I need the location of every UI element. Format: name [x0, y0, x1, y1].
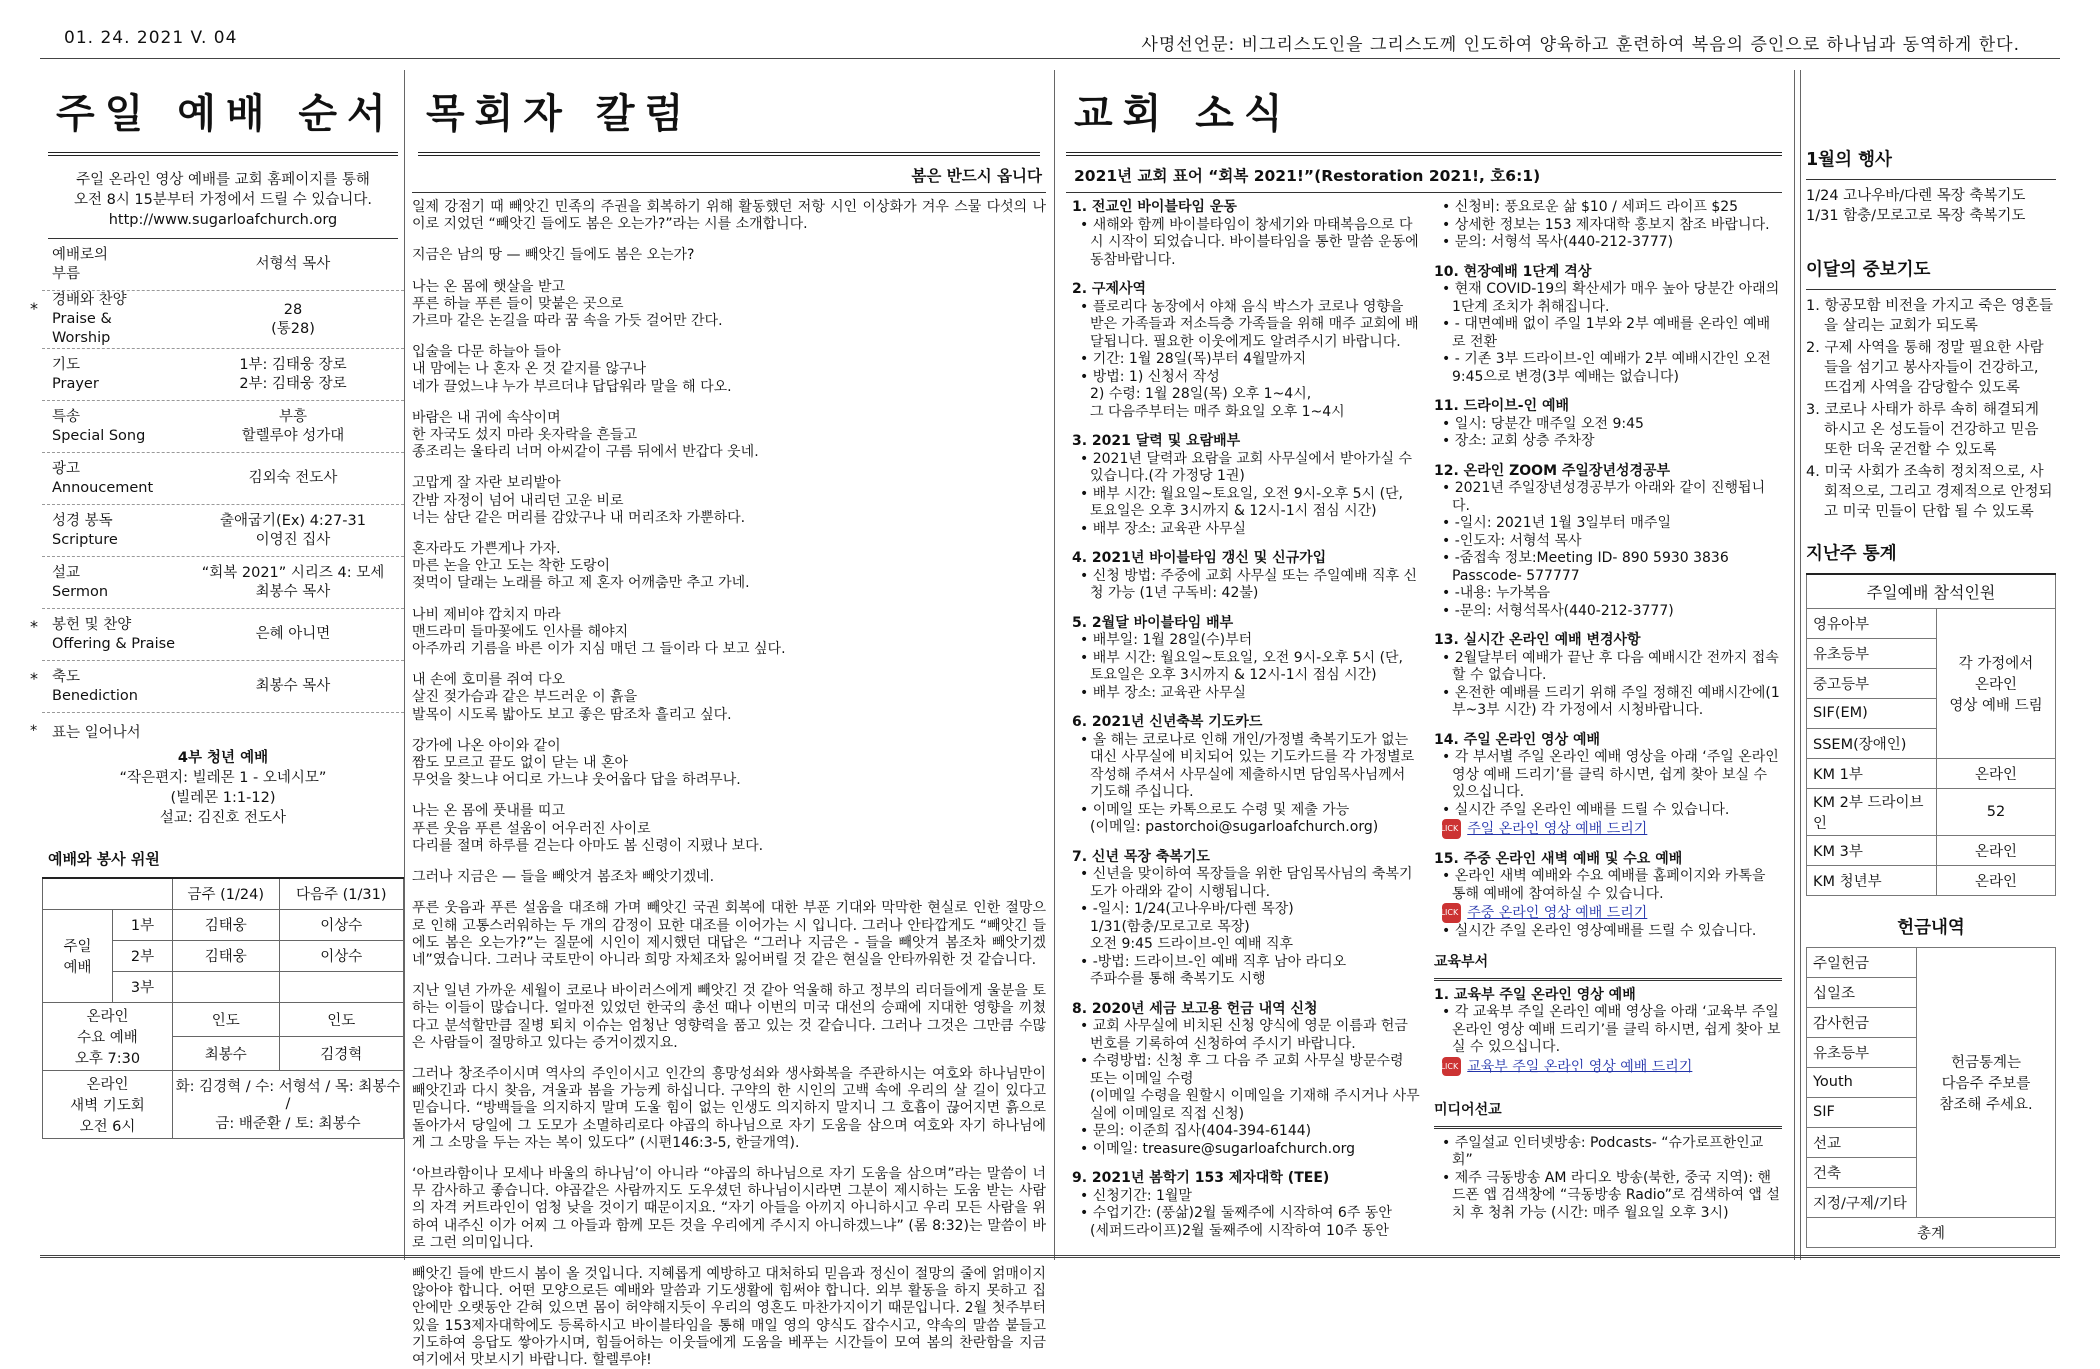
news-item-link-row — [1435, 903, 1782, 923]
news-item-line: • -문의: 서형석목사(440-212-3777) — [1442, 603, 1782, 621]
column-paragraph: 지난 일년 가까운 세월이 코로나 바이러스에게 빼앗긴 것 같아 억울해 하고 정부의 리더들에게 울분을 토하는 이들이 많습니다. 얼마전 있었던 한국의 총선 때나 이번의 미국 대선의 승패에 지대한 영향을 끼쳤다고 분석할만큼 질병 퇴치 이슈는 엄청난 영향력을 품고 있는 것 같습니다. 그러나 그것은 그만큼 수많은 사람들이 절망하고 있다는 증거이겠지요. — [412, 983, 1046, 1051]
news-item-line: • 기간: 1월 28일(목)부터 4월말까지 — [1080, 351, 1420, 369]
order-item — [42, 453, 404, 505]
news-item-line: • 신청비: 풍요로운 삶 $10 / 세퍼드 라이프 $25 — [1442, 199, 1782, 217]
news-item-title: 10. 현장예배 1단계 격상 — [1434, 263, 1592, 280]
order-item-label: 특송 Special Song — [52, 408, 146, 444]
table-cell: SIF — [1807, 1097, 1917, 1127]
news-item-line: • 현재 COVID-19의 확산세가 매우 높아 당분간 아래의 1단계 조치가 취해집니다. — [1442, 281, 1782, 316]
sidebar-section — [1794, 70, 2060, 1260]
church-motto: 2021년 교회 표어 “회복 2021!”(Restoration 2021!, 호6:1) — [1074, 167, 1541, 185]
news-item — [1434, 463, 1782, 621]
star-marker: * — [30, 299, 38, 318]
news-item-title: 12. 온라인 ZOOM 주일장년성경공부 — [1434, 462, 1671, 479]
table-row-label: 온라인 새벽 기도회 오전 6시 — [43, 1070, 173, 1138]
news-item-list — [1434, 416, 1782, 451]
table-row — [43, 878, 404, 909]
news-item-list — [1434, 749, 1782, 839]
news-item — [1434, 398, 1782, 451]
column-paragraph: 고맙게 잘 자란 보리밭아 간밤 자정이 넘어 내리던 고운 비로 너는 삼단 같은 머리를 감았구나 내 머리조차 가뿐하다. — [412, 475, 746, 526]
table-cell: 지정/구제/기타 — [1807, 1187, 1917, 1217]
prayer-list — [1806, 296, 2056, 534]
news-item-list — [1072, 451, 1420, 539]
order-item-label: 예배로의 부름 — [52, 246, 109, 282]
news-item-title: 5. 2월달 바이블타임 배부 — [1072, 614, 1234, 631]
intro-line: 주일 온라인 영상 예배를 교회 홈페이지를 통해 — [76, 172, 370, 188]
news-item-line: • -내용: 누가복음 — [1442, 585, 1782, 603]
news-item-title: 7. 신년 목장 축복기도 — [1072, 848, 1210, 865]
news-item-line: • 교회 사무실에 비치된 신청 양식에 영문 이름과 헌금번호를 기록하여 신청하여 주시기 바랍니다. — [1080, 1018, 1420, 1053]
column-body — [412, 199, 1046, 1369]
news-item-line: • 실시간 주일 온라인 영상예배를 드릴 수 있습니다. — [1442, 923, 1782, 941]
news-item-line: • -방법: 드라이브-인 예배 직후 남아 라디오 주파수를 통해 축복기도 시행 — [1080, 954, 1420, 989]
table-cell: 김태웅 — [173, 940, 280, 971]
table-cell — [173, 971, 280, 1002]
divider — [1434, 978, 1782, 981]
news-item-title: 3. 2021 달력 및 요람배부 — [1072, 433, 1241, 449]
order-item — [42, 239, 404, 291]
click-badge-icon: CLICK — [1442, 819, 1461, 839]
news-item-title: 13. 실시간 온라인 예배 변경사항 — [1434, 632, 1641, 648]
news-item-list — [1072, 568, 1420, 603]
news-item-line: • 이메일 또는 카톡으로도 수령 및 제출 가능 (이메일: pastorchoi@sugarloafchurch.org) — [1080, 802, 1420, 837]
column-paragraph: 입술을 다문 하늘아 들아 내 맘에는 나 혼자 온 것 같지를 않구나 네가 끌었느냐 누가 부르더냐 답답워라 말을 해 다오. — [412, 344, 732, 395]
news-item-line: • 수업기간: (풍삶)2월 둘째주에 시작하여 6주 동안 (세퍼드라이프)2월 둘째주에 시작하여 10주 동안 — [1080, 1205, 1420, 1240]
pastor-column-title: 목회자 칼럼 — [426, 91, 694, 137]
news-item-title: 8. 2020년 세금 보고용 헌금 내역 신청 — [1072, 1000, 1318, 1017]
news-item — [1072, 615, 1420, 703]
table-cell: 중고등부 — [1807, 668, 1937, 698]
order-item-value: 최봉수 목사 — [255, 678, 331, 694]
news-item-list — [1072, 632, 1420, 702]
news-item-line: • 방법: 1) 신청서 작성 2) 수령: 1월 28일(목) 오후 1~4시, 그 다음주부터는 매주 화요일 오후 1~4시 — [1080, 369, 1420, 422]
news-item — [1434, 851, 1782, 941]
table-cell: KM 3부 — [1807, 835, 1937, 865]
table-cell: 온라인 — [1937, 835, 2056, 865]
offering-rows — [1807, 947, 2056, 1247]
table-cell: 52 — [1937, 788, 2056, 835]
news-item-line: • 새해와 함께 바이블타임이 창세기와 마태복음으로 다시 시작이 되었습니다. 바이블타임을 통한 말씀 운동에 동참바랍니다. — [1080, 217, 1420, 270]
news-item-title: 15. 주중 온라인 새벽 예배 및 수요 예배 — [1434, 850, 1683, 867]
divider — [1434, 1126, 1782, 1129]
news-item-line: • 각 부서별 주일 온라인 예배 영상을 아래 ‘주일 온라인 영상 예배 드리기’를 클릭 하시면, 쉽게 찾아 보실 수 있으십니다. — [1442, 749, 1782, 802]
divider — [1806, 179, 2056, 180]
news-item-line: • - 기존 3부 드라이브-인 예배가 2부 예배시간인 오전 9:45으로 변경(3부 예배는 없습니다) — [1442, 351, 1782, 386]
news-item-list — [1434, 868, 1782, 940]
table-cell: 1부 — [113, 909, 173, 940]
news-item — [1434, 987, 1782, 1077]
news-item-line: • 주일설교 인터넷방송: Podcasts- “슈가로프한인교회” — [1442, 1135, 1782, 1170]
news-item — [1072, 1001, 1420, 1159]
news-item-title: 6. 2021년 신년축복 기도카드 — [1072, 714, 1263, 730]
table-row-label: 온라인 수요 예배 오후 7:30 — [43, 1002, 173, 1070]
news-item-list — [1434, 199, 1782, 252]
table-cell: 온라인 — [1937, 758, 2056, 788]
order-item — [42, 505, 404, 557]
table-row — [43, 1002, 404, 1036]
news-item-line: • -인도자: 서형석 목사 — [1442, 533, 1782, 551]
education-video-link[interactable]: 교육부 주일 온라인 영상 예배 드리기 — [1467, 1058, 1693, 1075]
prayer-item: 2. 구제 사역을 통해 정말 필요한 사람들을 섬기고 봉사자들이 건강하고, 뜨겁게 사역을 감당할수 있도록 — [1806, 340, 2044, 396]
order-item-label: 축도 Benediction — [52, 668, 138, 704]
order-item-label: 경배와 찬양 Praise & Worship — [52, 292, 127, 346]
star-marker: * — [30, 723, 38, 739]
table-row — [1807, 1217, 2056, 1247]
top-rule — [40, 58, 2060, 59]
order-item — [30, 291, 404, 349]
news-item-list — [1434, 1004, 1782, 1076]
column-paragraph: 푸른 웃음과 푸른 설움을 대조해 가며 빼앗긴 국권 회복에 대한 부푼 기대와 막막한 현실로 인한 절망으로 인해 고통스러워하는 두 개의 감정이 묘한 대조를 이어가는 시 입니다. 그러나 안타깝게도 “빼앗긴 들에도 봄은 오는가?”는 질문에 시인이 제시했던 대답은 “그러나 지금은 - 들을 빼앗겨 봄조차 빼앗기겠네”였습니다. 그러나 국토만이 아니라 희망 자체조차 잃어버릴 것 같은 현실을 안타까워한 것 같습니다. — [412, 900, 1046, 968]
news-item-line: • 신청기간: 1월말 — [1080, 1188, 1420, 1206]
table-cell: KM 1부 — [1807, 758, 1937, 788]
event-item: 1/24 고나우바/다렌 목장 축복기도 — [1806, 188, 2026, 204]
news-item-line: • 배부 장소: 교육관 사무실 — [1080, 521, 1420, 539]
news-item-line: • 배부일: 1월 28일(수)부터 — [1080, 632, 1420, 650]
news-item-line: • 2021년 주일장년성경공부가 아래와 같이 진행됩니다. — [1442, 480, 1782, 515]
star-marker: * — [30, 617, 38, 636]
online-worship-intro — [42, 156, 404, 238]
duty-table-title: 예배와 봉사 위원 — [48, 850, 160, 868]
news-item-line: • 장소: 교회 상층 주차장 — [1442, 433, 1782, 451]
order-item — [30, 661, 404, 713]
prayer-title: 이달의 중보기도 — [1806, 260, 1931, 280]
table-cell: 건축 — [1807, 1157, 1917, 1187]
spacer — [1806, 70, 2056, 140]
news-item-list — [1072, 866, 1420, 989]
table-cell: SSEM(장애인) — [1807, 728, 1937, 758]
table-cell: 유초등부 — [1807, 638, 1937, 668]
news-item-list — [1434, 650, 1782, 720]
table-cell: 헌금통계는 다음주 주보를 참조해 주세요. — [1917, 947, 2056, 1217]
news-right-list — [1434, 199, 1782, 940]
order-item-label: 봉헌 및 찬양 Offering & Praise — [52, 616, 176, 652]
news-item-line: • 수령방법: 신청 후 그 다음 주 교회 사무실 방문수령 또는 이메일 수령 (이메일 수령을 원할시 이메일을 기재해 주시거나 사무실에 이메일로 직접 신청) — [1080, 1053, 1420, 1123]
news-item-list — [1072, 1018, 1420, 1158]
standing-note — [30, 713, 404, 742]
news-item-line: • 2021년 달력과 요람을 교회 사무실에서 받아가실 수 있습니다.(각 가정당 1권) — [1080, 451, 1420, 486]
news-item-line: • 온라인 새벽 예배와 수요 예배를 홈페이지와 카톡을 통해 예배에 참여하실 수 있습니다. — [1442, 868, 1782, 903]
order-item-label: 설교 Sermon — [52, 564, 109, 600]
table-cell: KM 2부 드라이브인 — [1807, 788, 1937, 835]
order-item-value: 28 (통28) — [271, 301, 315, 337]
column-paragraph: 일제 강점기 때 빼앗긴 민족의 주권을 회복하기 위해 활동했던 저항 시인 이상화가 겨우 스물 다섯의 나이로 지었던 “빼앗긴 들에도 봄은 오는가?”라는 시를 소개합니다. — [412, 199, 1046, 233]
table-cell: 3부 — [113, 971, 173, 1002]
news-item-list — [1072, 299, 1420, 422]
order-item-value: 1부: 김태웅 장로 2부: 김태웅 장로 — [239, 356, 347, 392]
column-paragraph: 혼자라도 가쁜게나 가자. 마른 논을 안고 도는 착한 도랑이 젖먹이 달래는 노래를 하고 제 혼자 어깨춤만 추고 가네. — [412, 541, 750, 592]
youth-sermon-title: “작은편지: 빌레몬 1 - 오네시모” — [119, 770, 327, 786]
news-item-line: • 이메일: treasure@sugarloafchurch.org — [1080, 1141, 1420, 1159]
pastor-column-section — [404, 70, 1054, 1368]
news-item — [1072, 849, 1420, 989]
events-title: 1월의 행사 — [1806, 150, 1892, 170]
news-item — [1072, 281, 1420, 421]
table-row — [1807, 574, 2056, 608]
news-item-line: • -줌접속 정보:Meeting ID- 890 5930 3836 Passcode- 577777 — [1442, 550, 1782, 585]
news-item-line: • - 대면예배 없이 주일 1부와 2부 예배를 온라인 예배로 전환 — [1442, 316, 1782, 351]
news-item — [1072, 1170, 1420, 1240]
news-item-title: 4. 2021년 바이블타임 갱신 및 신규가입 — [1072, 550, 1327, 566]
table-cell: 총계 — [1807, 1217, 2056, 1247]
column-paragraph: ‘아브라함이나 모세나 바울의 하나님’이 아니라 “야곱의 하나님으로 자기 도움을 삼으며”라는 말씀이 너무 감사하고 좋습니다. 야곱같은 사람까지도 도우셨던 하나님이시라면 그분이 제시하는 도움 받는 사람의 자격 커트라인이 엄청 낮을 것이기 때문이지요. “자기 아들을 아끼지 아니하시고 우리 모든 사람을 위하여 내주신 이가 어찌 그 아들과 함께 모든 것을 우리에게 주시지 아니하겠느냐” (롬 8:32)는 말씀이 바로 그런 의미입니다. — [412, 1165, 1046, 1251]
click-badge-icon: CLICK — [1442, 903, 1461, 923]
table-row — [43, 1070, 404, 1138]
table-cell: 주일헌금 — [1807, 947, 1917, 977]
table-row-label: 주일 예배 — [43, 909, 113, 1002]
media-heading: 미디어선교 — [1434, 1102, 1502, 1118]
news-item — [1434, 264, 1782, 387]
news-item-line: • 각 교육부 주일 온라인 예배 영상을 아래 ‘교육부 주일 온라인 영상 예배 드리기’를 클릭 하시면, 쉽게 찾아 보실 수 있으십니다. — [1442, 1004, 1782, 1057]
table-cell: 이상수 — [279, 940, 403, 971]
table-cell: 이상수 — [279, 909, 403, 940]
table-row — [43, 909, 404, 940]
video-link[interactable]: 주중 온라인 영상 예배 드리기 — [1467, 904, 1648, 921]
offering-table — [1806, 947, 2056, 1248]
news-item-title: 1. 교육부 주일 온라인 영상 예배 — [1434, 986, 1636, 1003]
duty-table — [42, 877, 404, 1139]
top-bar — [0, 0, 2100, 60]
news-item-line: • 상세한 정보는 153 제자대학 홍보지 참조 바랍니다. — [1442, 217, 1782, 235]
stats-title: 지난주 통계 — [1806, 544, 1897, 564]
order-item-value: 서형석 목사 — [255, 256, 331, 272]
news-item-link-row — [1435, 1057, 1782, 1077]
news-item — [1434, 199, 1782, 252]
worship-order-section — [30, 70, 404, 1260]
news-item-title: 9. 2021년 봄학기 153 제자대학 (TEE) — [1072, 1170, 1330, 1186]
table-cell: 각 가정에서 온라인 영상 예배 드림 — [1937, 608, 2056, 758]
table-cell: 화: 김경혁 / 수: 서형석 / 목: 최봉수 / 금: 배준환 / 토: 최봉수 — [173, 1070, 404, 1138]
table-cell: 김태웅 — [173, 909, 280, 940]
table-cell: 2부 — [113, 940, 173, 971]
column-paragraph: 지금은 남의 땅 — 빼앗긴 들에도 봄은 오는가? — [412, 247, 695, 264]
news-item-line: • 신년을 맞이하여 목장들을 위한 담임목사님의 축복기도가 아래와 같이 시행됩니다. — [1080, 866, 1420, 901]
news-item-line: • 문의: 이준희 집사(404-394-6144) — [1080, 1123, 1420, 1141]
column-paragraph: 그러나 지금은 — 들을 빼앗겨 봄조차 빼앗기겠네. — [412, 869, 715, 886]
order-item-label: 광고 Annoucement — [52, 460, 154, 496]
column-subtitle: 봄은 반드시 옵니다 — [911, 167, 1042, 185]
order-item-value: 은혜 아니면 — [255, 626, 331, 642]
table-cell: 선교 — [1807, 1127, 1917, 1157]
table-cell: 영유아부 — [1807, 608, 1937, 638]
divider — [412, 192, 1046, 193]
church-news-section — [1054, 70, 1794, 1260]
table-cell: 김경혁 — [279, 1036, 403, 1070]
event-item: 1/31 함충/모로고로 목장 축복기도 — [1806, 208, 2026, 224]
news-item-line: • 올 해는 코로나로 인해 개인/가정별 축복기도가 없는 대신 사무실에 비치되어 있는 기도카드를 각 가정별로 작성해 주셔서 사무실에 제출하시면 담임목사님께서 기도해 주십니다. — [1080, 732, 1420, 802]
youth-worship-title: 4부 청년 예배 — [177, 750, 269, 766]
education-heading: 교육부서 — [1434, 954, 1489, 970]
news-item-line: • 배부 장소: 교육관 사무실 — [1080, 685, 1420, 703]
table-cell — [43, 878, 173, 909]
news-item — [1072, 550, 1420, 603]
table-cell: 유초등부 — [1807, 1037, 1917, 1067]
news-item-line: • 신청 방법: 주중에 교회 사무실 또는 주일예배 직후 신청 가능 (1년 구독비: 42불) — [1080, 568, 1420, 603]
order-item — [42, 349, 404, 401]
table-row — [1807, 835, 2056, 865]
news-item-title: 11. 드라이브-인 예배 — [1434, 398, 1570, 414]
order-item-value: 김외숙 전도사 — [248, 470, 338, 486]
table-row — [1807, 865, 2056, 895]
table-row — [1807, 758, 2056, 788]
church-news-title: 교회 소식 — [1074, 91, 1293, 137]
table-row — [1807, 608, 2056, 638]
order-item — [42, 401, 404, 453]
mission-statement: 사명선언문: 비그리스도인을 그리스도께 인도하여 양육하고 훈련하여 복음의 증인으로 하나님과 동역하게 한다. — [1141, 35, 2020, 55]
news-left-column — [1072, 199, 1420, 1252]
column-paragraph: 나비 제비야 깝치지 마라 맨드라미 들마꽃에도 인사를 해야지 아주까리 기름을 바른 이가 지심 매던 그 들이라 다 보고 싶다. — [412, 606, 786, 658]
column-paragraph: 바람은 내 귀에 속삭이며 한 자국도 섰지 마라 옷자락을 흔들고 종조리는 울타리 너머 아씨같이 구름 뒤에서 반갑다 웃네. — [412, 409, 759, 461]
news-item-list — [1434, 281, 1782, 386]
news-item — [1434, 632, 1782, 720]
events-list — [1806, 186, 2056, 236]
news-item-list — [1072, 732, 1420, 837]
news-item-title: 1. 전교인 바이블타임 운동 — [1072, 199, 1237, 215]
issue-date: 01. 24. 2021 V. 04 — [64, 28, 238, 48]
column-paragraph: 그러나 창조주이시며 역사의 주인이시고 인간의 흥망성쇠와 생사화복을 주관하시는 여호와 하나님만이 빼앗긴과 다시 찾음, 겨울과 봄을 가능케 하십니다. 구약의 한 시인의 고백 속에 우리의 살 길이 있다고 믿습니다. “방백들을 의지하지 말며 도울 힘이 없는 인생도 의지하지 말지니 그 호흡이 끊어지면 흙으로 돌아가서 당일에 그 도모가 소멸하리로다 야곱의 하나님으로 자기 도움을 삼으며 여호와 자기 하나님에게 그 소망을 두는 자는 복이 있도다” (시편146:3-5, 한글개역). — [412, 1065, 1046, 1151]
star-marker: * — [30, 669, 38, 688]
prayer-item: 4. 미국 사회가 조속히 정치적으로, 사회적으로, 그리고 경제적으로 안정되고 미국 민들이 단합 될 수 있도록 — [1806, 464, 2053, 520]
order-item-value: 출애굽기(Ex) 4:27-31 이영진 집사 — [220, 512, 366, 548]
news-item-list — [1434, 1135, 1782, 1223]
news-item-line: • 제주 극동방송 AM 라디오 방송(북한, 중국 지역): 핸드폰 앱 검색창에 “극동방송 Radio”로 검색하여 앱 설치 후 청취 가능 (시간: 매주 월요일 오후 3시) — [1442, 1170, 1782, 1223]
youth-worship — [42, 742, 404, 834]
news-item — [1072, 714, 1420, 837]
column-paragraph: 나는 온 몸에 풋내를 띠고 푸른 웃음 푸른 설움이 어우러진 사이로 다리를 절며 하루를 걷는다 아마도 봄 신령이 지폈나 보다. — [412, 803, 764, 854]
news-item-line: • 배부 시간: 월요일~토요일, 오전 9시-오후 5시 (단, 토요일은 오후 3시까지 & 12시-1시 점심 시간) — [1080, 486, 1420, 521]
table-row — [1807, 788, 2056, 835]
order-of-service — [30, 239, 404, 713]
click-badge-icon: CLICK — [1442, 1057, 1461, 1077]
news-item-line: • 실시간 주일 온라인 예배를 드릴 수 있습니다. — [1442, 802, 1782, 820]
worship-order-title: 주일 예배 순서 — [56, 91, 396, 137]
standing-note-text: 표는 일어나서 — [52, 725, 141, 741]
youth-preacher: 설교: 김진호 전도사 — [159, 810, 287, 826]
news-item-list — [1434, 480, 1782, 620]
order-item-label: 기도 Prayer — [52, 356, 99, 392]
table-cell: KM 청년부 — [1807, 865, 1937, 895]
news-item-title: 14. 주일 온라인 영상 예배 — [1434, 731, 1601, 748]
table-cell: 인도 — [279, 1002, 403, 1036]
table-cell: 최봉수 — [173, 1036, 280, 1070]
news-item-list — [1072, 1188, 1420, 1241]
news-right-column — [1434, 199, 1782, 1252]
column-paragraph: 빼앗긴 들에 반드시 봄이 올 것입니다. 지혜롭게 예방하고 대처하되 믿음과 정신이 절망의 줄에 얽매이지 않아야 합니다. 어떤 모양으로든 예배와 말씀과 기도생활에 힘써야 합니다. 외부 활동을 하지 못하고 집 안에만 오랫동안 갇혀 있으면 몸이 허약해지듯이 우리의 영혼도 마찬가지이기 때문입니다. 2월 첫주부터 있을 153제자대학에도 등록하시고 바이블타임을 통해 매일 영의 양식도 잡수시고, 약속의 말씀 붙들고 기도하여 응답도 쌓아가시며, 힘들어하는 이웃들에게 도움을 베푸는 시간들이 모여 봄의 찬란함을 지금 여기에서 맛보시기 바랍니다. 할렐루야! — [412, 1265, 1046, 1368]
news-item-line: • 배부 시간: 월요일~토요일, 오전 9시-오후 5시 (단, 토요일은 오후 3시까지 & 12시-1시 점심 시간) — [1080, 650, 1420, 685]
divider — [1806, 289, 2056, 290]
news-item — [1434, 1135, 1782, 1223]
news-item — [1434, 732, 1782, 839]
news-item — [1072, 199, 1420, 269]
table-cell: 인도 — [173, 1002, 280, 1036]
table-header-cell: 금주 (1/24) — [173, 878, 280, 909]
news-item-line: • -일시: 1/24(고나우바/다렌 목장) 1/31(함충/모로고로 목장) 오전 9:45 드라이브-인 예배 직후 — [1080, 901, 1420, 954]
intro-line: 오전 8시 15분부터 가정에서 드릴 수 있습니다. — [73, 192, 373, 208]
news-item-title: 2. 구제사역 — [1072, 281, 1147, 297]
prayer-item: 3. 코로나 사태가 하루 속히 해결되게 하시고 온 성도들이 건강하고 믿음 또한 더욱 굳건할 수 있도록 — [1806, 402, 2039, 458]
news-item-line: • 일시: 당분간 매주일 오전 9:45 — [1442, 416, 1782, 434]
table-header-cell: 주일예배 참석인원 — [1807, 574, 2056, 608]
news-item-link-row — [1435, 819, 1782, 839]
news-item-line: • 플로리다 농장에서 야채 음식 박스가 코로나 영향을 받은 가족들과 저소득층 가족들을 위해 매주 교회에 배달됩니다. 필요한 이웃에게도 알려주시기 바랍니다. — [1080, 299, 1420, 352]
attendance-table — [1806, 573, 2056, 896]
news-item-line: • 문의: 서형석 목사(440-212-3777) — [1442, 234, 1782, 252]
prayer-item: 1. 항공모함 비전을 가지고 죽은 영혼들을 살리는 교회가 되도록 — [1806, 298, 2053, 334]
order-item-value: “회복 2021” 시리즈 4: 모세 최봉수 목사 — [201, 564, 385, 600]
column-paragraph: 내 손에 호미를 쥐여 다오 살진 젖가슴과 같은 부드러운 이 흙을 발목이 시도록 밟아도 보고 좋은 땀조차 흘리고 싶다. — [412, 672, 732, 723]
order-item — [30, 609, 404, 661]
order-item-value: 부흥 할렐루야 성가대 — [241, 408, 345, 444]
table-row — [1807, 947, 2056, 977]
news-item — [1072, 433, 1420, 538]
attendance-rows — [1807, 608, 2056, 895]
order-item — [42, 557, 404, 609]
news-columns — [1060, 193, 1788, 1252]
column-paragraph: 강가에 나온 아이와 같이 짬도 모르고 끝도 없이 닫는 내 혼아 무엇을 찾느냐 어디로 가느냐 웃어웁다 답을 하려무나. — [412, 737, 741, 789]
video-link[interactable]: 주일 온라인 영상 예배 드리기 — [1467, 820, 1648, 837]
table-cell — [279, 971, 403, 1002]
youth-scripture: (빌레몬 1:1-12) — [170, 790, 276, 806]
church-website-link[interactable]: http://www.sugarloafchurch.org — [108, 212, 338, 228]
news-item-line: • 2월달부터 예배가 끝난 후 다음 예배시간 전까지 접속할 수 없습니다. — [1442, 650, 1782, 685]
news-item-line: • -일시: 2021년 1월 3일부터 매주일 — [1442, 515, 1782, 533]
offering-title: 헌금내역 — [1897, 917, 1965, 938]
column-paragraph: 나는 온 몸에 햇살을 받고 푸른 하늘 푸른 들이 맞붙은 곳으로 가르마 같은 논길을 따라 꿈 속을 가듯 걸어만 간다. — [412, 278, 723, 330]
news-item-list — [1072, 217, 1420, 270]
table-cell: 감사헌금 — [1807, 1007, 1917, 1037]
table-cell: 십일조 — [1807, 977, 1917, 1007]
table-cell: 온라인 — [1937, 865, 2056, 895]
table-cell: Youth — [1807, 1067, 1917, 1097]
news-item-line: • 온전한 예배를 드리기 위해 주일 정해진 예배시간에(1부~3부 시간) 각 가정에서 시청바랍니다. — [1442, 685, 1782, 720]
table-header-cell: 다음주 (1/31) — [279, 878, 403, 909]
order-item-label: 성경 봉독 Scripture — [52, 512, 118, 548]
table-cell: SIF(EM) — [1807, 698, 1937, 728]
